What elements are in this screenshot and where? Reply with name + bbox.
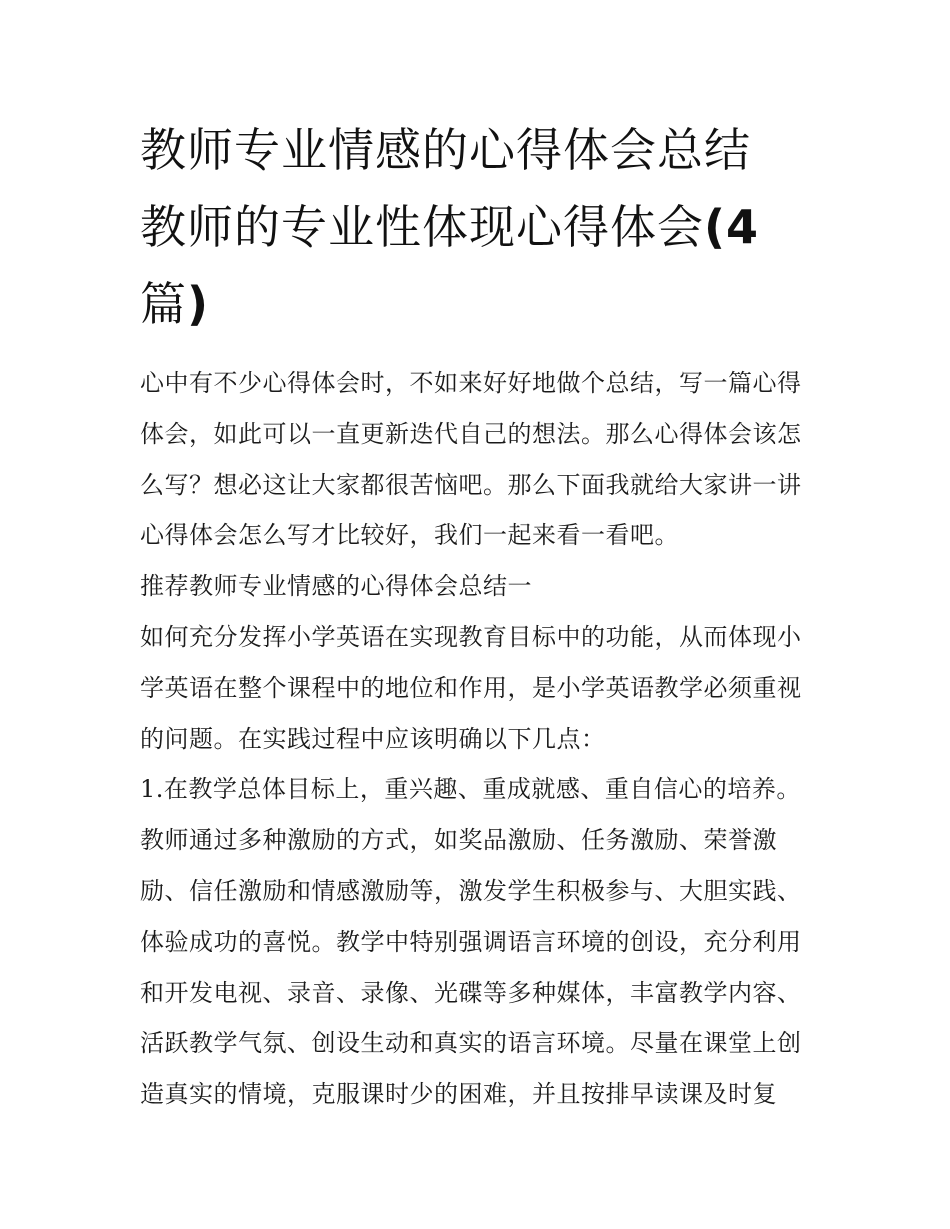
body-paragraph: 如何充分发挥小学英语在实现教育目标中的功能，从而体现小学英语在整个课程中的地位和作用，是小学英语教学必须重视的问题。在实践过程中应该明确以下几点： [140, 622, 802, 753]
intro-paragraph: 心中有不少心得体会时，不如来好好地做个总结，写一篇心得体会，如此可以一直更新迭代自己的想法。那么心得体会该怎么写？想必这让大家都很苦恼吧。那么下面我就给大家讲一讲心得体会怎么写才比较好，我们一起来看一看吧。 [140, 369, 802, 550]
title-line-2: 教师的专业性体现心得体会 [140, 200, 704, 254]
title-line-3-tail: ) [187, 277, 210, 331]
title-line-2-tail: (4 [704, 200, 760, 254]
document-body [140, 358, 820, 1120]
document-title [140, 112, 820, 343]
title-line-1: 教师专业情感的心得体会总结 [140, 123, 751, 177]
document-content [140, 112, 820, 1120]
title-line-3: 篇 [140, 277, 187, 331]
body-paragraph: 1.在教学总体目标上，重兴趣、重成就感、重自信心的培养。教师通过多种激励的方式，如奖品激励、任务激励、荣誉激励、信任激励和情感激励等，激发学生积极参与、大胆实践、体验成功的喜悦。教学中特别强调语言环境的创设，充分利用和开发电视、录音、录像、光碟等多种媒体，丰富教学内容、活跃教学气氛、创设生动和真实的语言环境。尽量在课堂上创造真实的情境，克服课时少的困难，并且按排早读课及时复 [140, 775, 802, 1109]
section-heading: 推荐教师专业情感的心得体会总结一 [140, 572, 532, 601]
